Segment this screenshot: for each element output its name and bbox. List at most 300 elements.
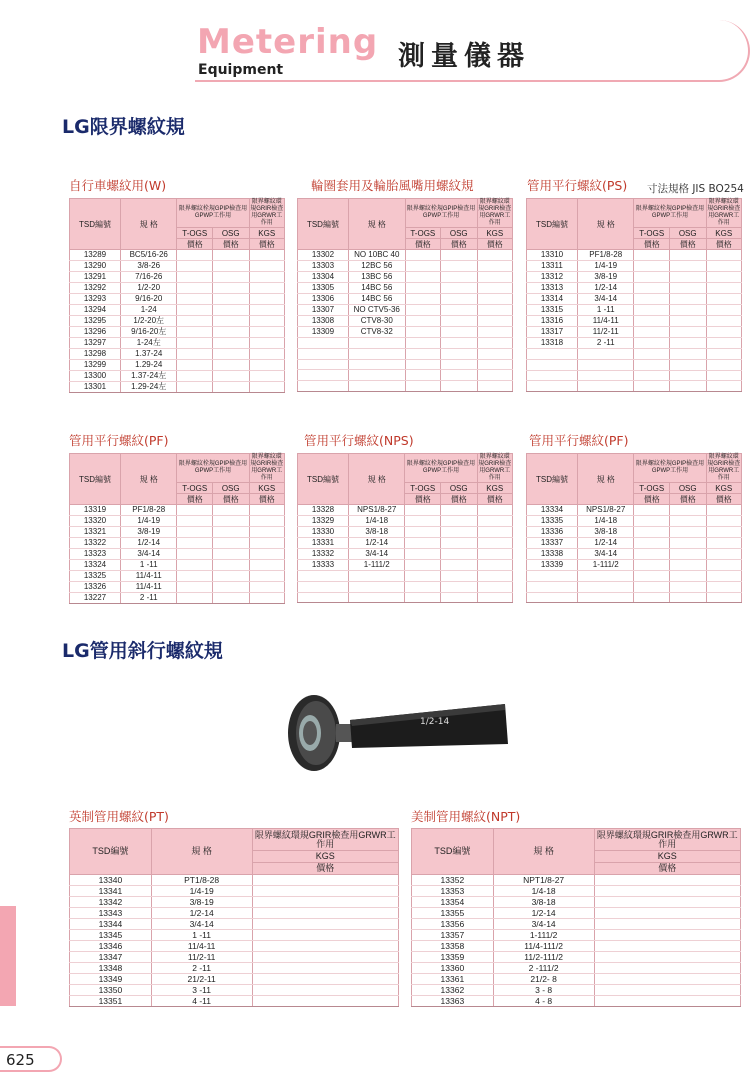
price-cell — [212, 360, 249, 371]
table-row — [70, 593, 285, 604]
tsd-number: 13331 — [298, 538, 349, 549]
price-cell — [441, 348, 478, 359]
table-row — [412, 908, 741, 919]
tsd-number: 13330 — [298, 527, 349, 538]
tsd-number: 13336 — [527, 527, 578, 538]
tsd-number: 13362 — [412, 985, 494, 996]
price-cell — [249, 327, 285, 338]
price-cell — [669, 349, 706, 360]
tsd-number: 13310 — [527, 250, 578, 261]
col-plug: 限界螺紋栓規GPIP檢查用GPWP工作用 — [634, 199, 706, 228]
price-cell — [405, 283, 440, 294]
tsd-number — [298, 348, 349, 359]
price-cell — [669, 250, 706, 261]
price-cell — [441, 261, 478, 272]
spec-value — [577, 370, 634, 381]
table-row — [527, 381, 742, 392]
table-row — [527, 327, 742, 338]
spec-value: 3/8-19 — [577, 272, 634, 283]
table-row — [70, 571, 285, 582]
price-cell — [477, 549, 513, 560]
tsd-number: 13323 — [70, 549, 121, 560]
spec-value: 2 -11 — [151, 963, 252, 974]
table-row — [298, 294, 513, 305]
price-cell — [706, 370, 742, 381]
spec-value: 1-111/2 — [577, 560, 634, 571]
spec-value: 1/2-20 — [120, 283, 177, 294]
tsd-number: 13311 — [527, 261, 578, 272]
col-tsd: TSD編號 — [298, 199, 349, 250]
spec-value — [577, 571, 634, 582]
table-row — [70, 505, 285, 516]
tsd-number: 13320 — [70, 516, 121, 527]
table-row — [298, 538, 513, 549]
price-cell — [634, 549, 669, 560]
section-title-2: LG管用斜行螺紋規 — [62, 640, 223, 662]
tsd-number — [527, 571, 578, 582]
price-cell — [252, 875, 399, 886]
price-cell — [634, 527, 669, 538]
table-row — [298, 250, 513, 261]
header-title-cn: 測量儀器 — [398, 41, 530, 72]
spec-value: 2 -111/2 — [493, 963, 594, 974]
price-cell — [212, 316, 249, 327]
spec-value: 3/8-19 — [151, 897, 252, 908]
tsd-number: 13315 — [527, 305, 578, 316]
price-cell — [706, 592, 742, 603]
table-title: 輪圈套用及輪胎風嘴用螺紋規 — [311, 178, 474, 193]
price-cell — [212, 382, 249, 393]
price-cell — [405, 348, 440, 359]
tsd-number: 13325 — [70, 571, 121, 582]
tsd-number — [527, 370, 578, 381]
spec-value: 3/4-14 — [120, 549, 177, 560]
table-row — [412, 974, 741, 985]
table-title: 美制管用螺紋(NPT) — [411, 809, 521, 824]
tsd-number: 13358 — [412, 941, 494, 952]
spec-value: 3/8-26 — [120, 261, 177, 272]
spec-value: 9/16-20 — [120, 294, 177, 305]
price-cell — [405, 527, 440, 538]
price-cell — [634, 349, 669, 360]
price-cell — [177, 382, 212, 393]
col-plug: 限界螺紋栓規GPIP檢查用GPWP工作用 — [177, 454, 249, 483]
spec-value: 3/4-14 — [348, 549, 405, 560]
price-cell — [594, 930, 741, 941]
col-ring: 限界螺紋環規GRIR檢查用GRWR工作用 — [707, 454, 741, 481]
price-cell — [634, 505, 669, 516]
price-cell — [252, 952, 399, 963]
table-row — [527, 272, 742, 283]
price-cell — [634, 538, 669, 549]
spec-value — [348, 592, 405, 603]
spec-value: 11/2-11 — [577, 327, 634, 338]
tsd-number: 13344 — [70, 919, 152, 930]
spec-value: 1 -11 — [120, 560, 177, 571]
spec-value — [577, 381, 634, 392]
table-row — [298, 516, 513, 527]
price-cell — [706, 305, 742, 316]
spec-value: 1/4-18 — [348, 516, 405, 527]
price-cell — [477, 261, 512, 272]
tsd-number: 13295 — [70, 316, 121, 327]
col-plug: 限界螺紋栓規GPIP檢查用GPWP工作用 — [177, 199, 249, 228]
price-cell — [669, 294, 706, 305]
price-cell — [706, 505, 742, 516]
table-row — [298, 571, 513, 582]
tsd-number: 13328 — [298, 505, 349, 516]
price-cell — [252, 908, 399, 919]
spec-value: 1/4-19 — [151, 886, 252, 897]
price-cell — [594, 985, 741, 996]
price-cell — [441, 370, 478, 381]
spec-value: 1-111/2 — [493, 930, 594, 941]
price-cell — [249, 516, 285, 527]
tsd-number: 13307 — [298, 305, 349, 316]
price-cell — [249, 283, 285, 294]
table-row — [527, 571, 742, 582]
table-title: 自行車螺紋用(W) — [69, 178, 167, 193]
price-cell — [477, 592, 513, 603]
price-cell — [405, 272, 440, 283]
price-cell — [634, 250, 669, 261]
spec-value: 2 -11 — [120, 593, 177, 604]
table-row — [70, 919, 399, 930]
price-cell — [634, 516, 669, 527]
price-cell — [477, 283, 512, 294]
price-cell — [669, 261, 706, 272]
spec-value: 11/4-11 — [151, 941, 252, 952]
tsd-number: 13349 — [70, 974, 152, 985]
table-row — [412, 919, 741, 930]
price-cell — [212, 582, 249, 593]
spec-table: TSD編號 規 格 限界螺紋環規GRIR檢查用GRWR工作用 KGS 價格 13352 NPT1/8-27 13353 1/4-18 13354 3/8-18 13355 1/2-14 13356 3/4-14 13357 1-111/2 13358 11/4-111/2 13359 11/2-111/2 13360 2 -111/2 13361 21/2- 8 13362 3 - 8 13363 4 - 8 — [411, 828, 741, 1007]
price-cell — [212, 527, 249, 538]
tsd-number: 13313 — [527, 283, 578, 294]
price-cell — [177, 538, 212, 549]
table-row — [70, 897, 399, 908]
table-row — [527, 516, 742, 527]
price-cell — [405, 250, 440, 261]
price-cell — [477, 560, 513, 571]
price-cell — [440, 581, 477, 592]
col-spec: 規 格 — [577, 454, 634, 505]
price-cell — [249, 305, 285, 316]
tsd-number: 13359 — [412, 952, 494, 963]
spec-table: TSD編號 規 格 限界螺紋栓規GPIP檢查用GPWP工作用 限界螺紋環規GRIR檢查用GRWR工作用 T-OGS OSG KGS 價格 價格 價格 13289 BC5/16-26 13290 3/8-26 13291 7/16-26 13292 1/2-20 13293 9/16-20 13294 1-24 13295 1/2-20左 13296 9/16-20左 13297 1-24左 13298 1.37-24 13299 1.29-24 13300 1.37-24左 13301 1.29-24左 — [69, 198, 285, 393]
price-cell — [405, 592, 440, 603]
table-row — [70, 261, 285, 272]
spec-value: NPS1/8-27 — [348, 505, 405, 516]
price-cell — [706, 381, 742, 392]
table-row — [527, 250, 742, 261]
price-cell — [477, 571, 513, 582]
price-cell — [440, 560, 477, 571]
price-cell — [706, 250, 742, 261]
tsd-number: 13353 — [412, 886, 494, 897]
spec-note: 寸法規格 JIS BO254 — [647, 183, 744, 195]
table-row — [298, 592, 513, 603]
spec-value: NPT1/8-27 — [493, 875, 594, 886]
price-cell — [440, 516, 477, 527]
price-cell — [249, 338, 285, 349]
table-row — [298, 261, 513, 272]
price-cell — [669, 283, 706, 294]
table-row — [298, 348, 513, 359]
tsd-number: 13227 — [70, 593, 121, 604]
table-row — [527, 527, 742, 538]
table-row — [70, 538, 285, 549]
price-cell — [252, 974, 399, 985]
price-cell — [669, 381, 706, 392]
price-cell — [706, 571, 742, 582]
tsd-number: 13324 — [70, 560, 121, 571]
price-cell — [177, 582, 212, 593]
price-cell — [477, 348, 512, 359]
tsd-number: 13322 — [70, 538, 121, 549]
price-cell — [177, 549, 212, 560]
table-row — [298, 505, 513, 516]
tsd-number: 13309 — [298, 327, 349, 338]
table-row — [70, 560, 285, 571]
spec-value: 1-111/2 — [348, 560, 405, 571]
tsd-number: 13317 — [527, 327, 578, 338]
spec-value: 14BC 56 — [348, 283, 405, 294]
price-cell — [177, 593, 212, 604]
tsd-number: 13292 — [70, 283, 121, 294]
tsd-number — [298, 338, 349, 349]
price-cell — [634, 316, 669, 327]
price-cell — [249, 316, 285, 327]
price-cell — [177, 349, 212, 360]
spec-value: 3/4-14 — [577, 549, 634, 560]
price-cell — [634, 581, 669, 592]
spec-value: 14BC 56 — [348, 294, 405, 305]
spec-value: 1/2-14 — [348, 538, 405, 549]
spec-value: 3/8-18 — [493, 897, 594, 908]
tsd-number: 13333 — [298, 560, 349, 571]
price-cell — [249, 582, 285, 593]
spec-value — [577, 592, 634, 603]
price-cell — [706, 338, 742, 349]
price-cell — [249, 272, 285, 283]
price-cell — [440, 505, 477, 516]
price-cell — [405, 381, 440, 392]
price-cell — [212, 538, 249, 549]
price-cell — [252, 996, 399, 1007]
price-cell — [477, 527, 513, 538]
tsd-number: 13316 — [527, 316, 578, 327]
price-cell — [177, 250, 212, 261]
price-cell — [212, 327, 249, 338]
price-cell — [252, 919, 399, 930]
col-tsd: TSD編號 — [70, 829, 152, 875]
spec-value: 2 -11 — [577, 338, 634, 349]
price-cell — [405, 370, 440, 381]
tsd-number: 13300 — [70, 371, 121, 382]
spec-value: PT1/8-28 — [151, 875, 252, 886]
tsd-number: 13352 — [412, 875, 494, 886]
col-tsd: TSD編號 — [298, 454, 349, 505]
price-cell — [441, 381, 478, 392]
tsd-number: 13337 — [527, 538, 578, 549]
spec-value: PF1/8-28 — [120, 505, 177, 516]
tsd-number: 13326 — [70, 582, 121, 593]
table-row — [70, 272, 285, 283]
price-cell — [706, 349, 742, 360]
table-row — [70, 250, 285, 261]
tsd-number — [527, 592, 578, 603]
price-cell — [594, 919, 741, 930]
spec-value: 1.37-24 — [120, 349, 177, 360]
price-cell — [634, 571, 669, 582]
price-cell — [405, 505, 440, 516]
price-cell — [177, 371, 212, 382]
price-cell — [441, 272, 478, 283]
price-cell — [706, 272, 742, 283]
col-tsd: TSD編號 — [527, 199, 578, 250]
price-cell — [634, 560, 669, 571]
price-cell — [477, 538, 513, 549]
table-row — [298, 370, 513, 381]
price-cell — [405, 338, 440, 349]
col-spec: 規 格 — [348, 454, 405, 505]
table-row — [70, 582, 285, 593]
price-cell — [212, 549, 249, 560]
price-cell — [594, 963, 741, 974]
price-cell — [634, 381, 669, 392]
table-row — [527, 549, 742, 560]
tsd-number: 13363 — [412, 996, 494, 1007]
spec-value: 4 -11 — [151, 996, 252, 1007]
price-cell — [669, 571, 706, 582]
tsd-number: 13354 — [412, 897, 494, 908]
gauge-label: 1/2-14 — [420, 717, 450, 727]
table-row — [527, 349, 742, 360]
price-cell — [177, 272, 212, 283]
table-row — [298, 381, 513, 392]
col-tsd: TSD編號 — [70, 454, 121, 505]
price-cell — [634, 359, 669, 370]
price-cell — [669, 327, 706, 338]
price-cell — [212, 593, 249, 604]
tsd-number: 13355 — [412, 908, 494, 919]
spec-value — [348, 348, 405, 359]
price-cell — [405, 538, 440, 549]
tsd-number: 13334 — [527, 505, 578, 516]
price-cell — [440, 592, 477, 603]
table-row — [412, 897, 741, 908]
price-cell — [594, 974, 741, 985]
price-cell — [477, 305, 512, 316]
spec-value: 1/2-20左 — [120, 316, 177, 327]
table-row — [70, 886, 399, 897]
price-cell — [252, 897, 399, 908]
price-cell — [405, 294, 440, 305]
table-row — [298, 338, 513, 349]
price-cell — [405, 359, 440, 370]
tsd-number: 13312 — [527, 272, 578, 283]
spec-value: 1/4-19 — [120, 516, 177, 527]
table-row — [527, 592, 742, 603]
price-cell — [477, 327, 512, 338]
price-cell — [249, 571, 285, 582]
price-cell — [669, 370, 706, 381]
price-cell — [249, 349, 285, 360]
price-cell — [477, 381, 512, 392]
tsd-number: 13321 — [70, 527, 121, 538]
price-cell — [441, 305, 478, 316]
price-cell — [594, 886, 741, 897]
price-cell — [177, 560, 212, 571]
price-cell — [477, 516, 513, 527]
table-title: 管用平行螺紋(PS) — [527, 178, 628, 193]
price-cell — [212, 571, 249, 582]
col-ring: 限界螺紋環規GRIR檢查用GRWR工作用 — [250, 199, 284, 226]
tsd-number: 13351 — [70, 996, 152, 1007]
tsd-number: 13335 — [527, 516, 578, 527]
page-number: 625 — [0, 1046, 62, 1072]
col-ring: 限界螺紋環規GRIR檢查用GRWR工作用 — [252, 829, 399, 851]
spec-value — [577, 581, 634, 592]
tsd-number: 13329 — [298, 516, 349, 527]
table-row — [70, 371, 285, 382]
spec-table: TSD編號 規 格 限界螺紋栓規GPIP檢查用GPWP工作用 限界螺紋環規GRIR檢查用GRWR工作用 T-OGS OSG KGS 價格 價格 價格 13302 NO 10BC 40 13303 12BC 56 13304 13BC 56 13305 14BC 56 13306 14BC 56 13307 NO CTV5-36 13308 CTV8-30 13309 CTV8-32 — [297, 198, 513, 392]
price-cell — [249, 538, 285, 549]
price-cell — [669, 560, 706, 571]
tsd-number: 13341 — [70, 886, 152, 897]
col-spec: 規 格 — [348, 199, 405, 250]
spec-value: 7/16-26 — [120, 272, 177, 283]
price-cell — [177, 261, 212, 272]
price-cell — [405, 305, 440, 316]
price-cell — [477, 505, 513, 516]
price-cell — [405, 571, 440, 582]
price-cell — [249, 360, 285, 371]
table-row — [70, 930, 399, 941]
tsd-number — [298, 581, 349, 592]
col-plug: 限界螺紋栓規GPIP檢查用GPWP工作用 — [405, 454, 477, 483]
spec-value: 9/16-20左 — [120, 327, 177, 338]
price-cell — [669, 272, 706, 283]
price-cell — [706, 560, 742, 571]
price-cell — [177, 571, 212, 582]
price-cell — [669, 549, 706, 560]
table-row — [298, 359, 513, 370]
spec-value — [577, 349, 634, 360]
price-cell — [440, 538, 477, 549]
tsd-number — [298, 359, 349, 370]
price-cell — [249, 250, 285, 261]
table-row — [70, 974, 399, 985]
spec-value — [348, 359, 405, 370]
spec-value: NO 10BC 40 — [348, 250, 405, 261]
spec-value: CTV8-30 — [348, 316, 405, 327]
table-row — [70, 305, 285, 316]
table-row — [70, 996, 399, 1007]
price-cell — [706, 294, 742, 305]
tsd-number: 13332 — [298, 549, 349, 560]
price-cell — [669, 516, 706, 527]
spec-table: TSD編號 規 格 限界螺紋環規GRIR檢查用GRWR工作用 KGS 價格 13340 PT1/8-28 13341 1/4-19 13342 3/8-19 13343 1/2-14 13344 3/4-14 13345 1 -11 13346 11/4-11 13347 11/2-11 13348 2 -11 13349 21/2-11 13350 3 -11 13351 4 -11 — [69, 828, 399, 1007]
price-cell — [706, 327, 742, 338]
price-cell — [441, 338, 478, 349]
table-row — [527, 294, 742, 305]
price-cell — [249, 560, 285, 571]
spec-value — [348, 381, 405, 392]
price-cell — [634, 338, 669, 349]
price-cell — [177, 283, 212, 294]
